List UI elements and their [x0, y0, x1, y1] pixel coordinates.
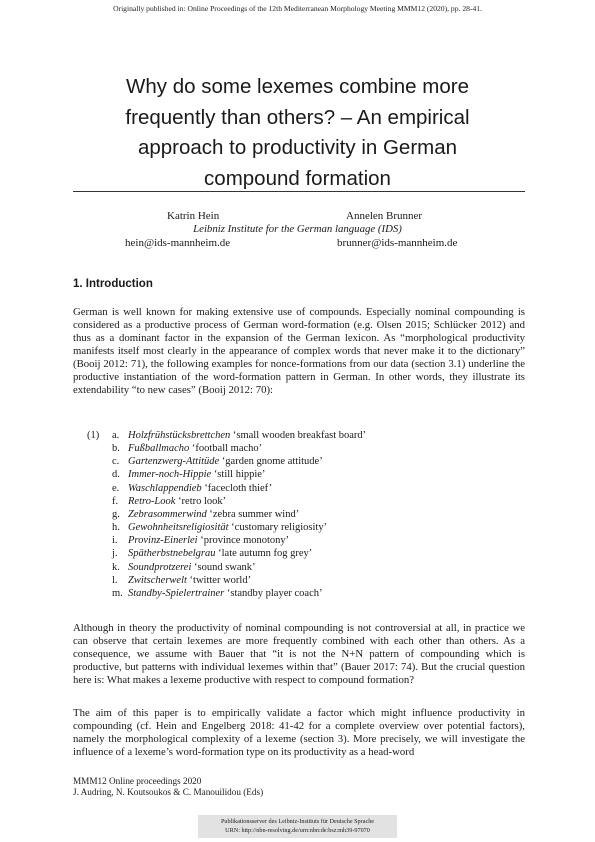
- title-line: compound formation: [204, 166, 391, 190]
- footer-proceedings: MMM12 Online proceedings 2020: [73, 776, 202, 786]
- title-line: approach to productivity in German: [137, 136, 458, 159]
- example-gloss: ‘standby player coach’: [226, 587, 323, 599]
- example-item: [112, 508, 512, 521]
- example-gloss: ‘sound swank’: [194, 561, 256, 573]
- example-word: Waschlappendieb: [128, 482, 202, 494]
- example-gloss: ‘late autumn fog grey’: [218, 548, 313, 560]
- example-word: Zebrasommerwind: [128, 508, 207, 520]
- example-gloss: ‘retro look’: [178, 495, 227, 507]
- example-word: Spätherbstnebelgrau: [128, 548, 216, 560]
- example-number: (1): [87, 430, 100, 441]
- example-gloss: ‘football macho’: [191, 443, 263, 455]
- author-name: Katrin Hein: [167, 210, 220, 222]
- example-letter: k.: [112, 561, 120, 573]
- page-header: Originally published in: Online Proceedings of the 12th Mediterranean Morphology Meeting MMM12 (2020), pp. 28-41.: [113, 4, 482, 13]
- example-letter: c.: [112, 456, 120, 468]
- example-letter: e.: [112, 482, 120, 494]
- example-gloss: ‘twitter world’: [189, 574, 252, 586]
- example-word: Gewohnheitsreligiosität: [128, 522, 229, 534]
- example-item: [112, 534, 512, 547]
- example-word: Retro-Look: [128, 495, 176, 507]
- example-letter: j.: [112, 548, 118, 560]
- example-letter: g.: [112, 508, 120, 520]
- paper-title: [60, 72, 535, 194]
- example-item: [112, 561, 512, 574]
- example-letter: m.: [112, 587, 123, 599]
- author-email: hein@ids-mannheim.de: [125, 237, 231, 249]
- example-letter: a.: [112, 430, 120, 441]
- example-gloss: ‘customary religiosity’: [231, 522, 328, 534]
- title-divider: [73, 191, 525, 192]
- example-word: Standby-Spielertrainer: [128, 587, 225, 599]
- example-item: [112, 521, 512, 534]
- example-item: [112, 495, 512, 508]
- example-letter: f.: [112, 495, 119, 507]
- example-gloss: ‘garden gnome attitude’: [221, 456, 323, 468]
- author-email: brunner@ids-mannheim.de: [337, 237, 458, 249]
- example-letter: b.: [112, 443, 120, 455]
- title-line: frequently than others? – An empirical: [125, 105, 470, 129]
- section-heading: 1. Introduction: [73, 278, 153, 290]
- example-letter: l.: [112, 574, 118, 586]
- example-gloss: ‘province monotony’: [200, 535, 290, 547]
- author-affiliation: Leibniz Institute for the German language (IDS): [193, 223, 402, 235]
- footer-editors: J. Audring, N. Koutsoukos & C. Manouilidou (Eds): [73, 786, 264, 797]
- example-item: [112, 574, 512, 587]
- example-list: [112, 429, 512, 600]
- example-item: [112, 429, 512, 442]
- example-gloss: ‘zebra summer wind’: [209, 508, 300, 520]
- example-word: Fußballmacho: [128, 443, 190, 455]
- example-word: Immer-noch-Hippie: [128, 469, 212, 481]
- example-item: [112, 587, 512, 600]
- example-item: [112, 482, 512, 495]
- publication-server-box: [198, 815, 397, 838]
- page-footer: [73, 776, 263, 797]
- body-paragraph: German is well known for making extensive use of compounds. Especially nominal compounding is considered as a productive process of German word-formation (e.g. Olsen 2015; Schlücker 2012) and thus as a dominant factor in the expansion of the German lexicon. As “morphological productivity manifests itself most clearly in the appearance of complex words that never make it to the dictionary” (Booij 2012: 71), the following examples for nonce-formations from our data (section 3.1) underline the productive instantiation of the word-formation pattern in German. In other words, they illustrate its extendability “to new cases” (Booij 2012: 70):: [73, 306, 525, 396]
- example-word: Holzfrühstücksbrettchen: [128, 430, 231, 441]
- example-word: Gartenzwerg-Attitüde: [128, 456, 220, 468]
- body-paragraph: The aim of this paper is to empirically validate a factor which might influence productivity in compounding (cf. Hein and Engelberg 2018: 41-42 for a complete overview over potential factors), namely the morphological complexity of a lexeme (section 3). More precisely, we will investigate the influence of a lexeme’s word-formation type on its productivity as a head-word: [73, 707, 525, 758]
- example-gloss: ‘still hippie’: [213, 469, 266, 481]
- example-letter: h.: [112, 522, 120, 534]
- example-item: [112, 468, 512, 481]
- publication-urn: URN: http://nbn-resolving.de/urn:nbn:de:bsz:mh39-97070: [225, 827, 370, 834]
- example-item: [112, 442, 512, 455]
- example-letter: i.: [112, 535, 118, 547]
- author-name: Annelen Brunner: [346, 210, 423, 222]
- example-word: Soundprotzerei: [128, 561, 192, 573]
- example-letter: d.: [112, 469, 120, 481]
- example-word: Zwitscherwelt: [128, 574, 187, 586]
- example-item: [112, 547, 512, 560]
- example-item: [112, 455, 512, 468]
- body-paragraph: Although in theory the productivity of nominal compounding is not controversial at all, in practice we can observe that certain lexemes are more frequently combined with each other than others. As a consequence, we assume with Bauer that “it is not the N+N pattern of compounding which is productive, but patterns with individual lexemes within that” (Bauer 2017: 74). But the crucial question here is: What makes a lexeme productive with respect to compound formation?: [73, 622, 525, 686]
- title-line: Why do some lexemes combine more: [126, 75, 469, 98]
- example-gloss: ‘small wooden breakfast board’: [232, 430, 367, 441]
- publication-server-name: Publikationsserver des Leibniz-Instituts für Deutsche Sprache: [220, 818, 375, 825]
- example-word: Provinz-Einerlei: [128, 535, 198, 547]
- example-gloss: ‘facecloth thief’: [204, 482, 273, 494]
